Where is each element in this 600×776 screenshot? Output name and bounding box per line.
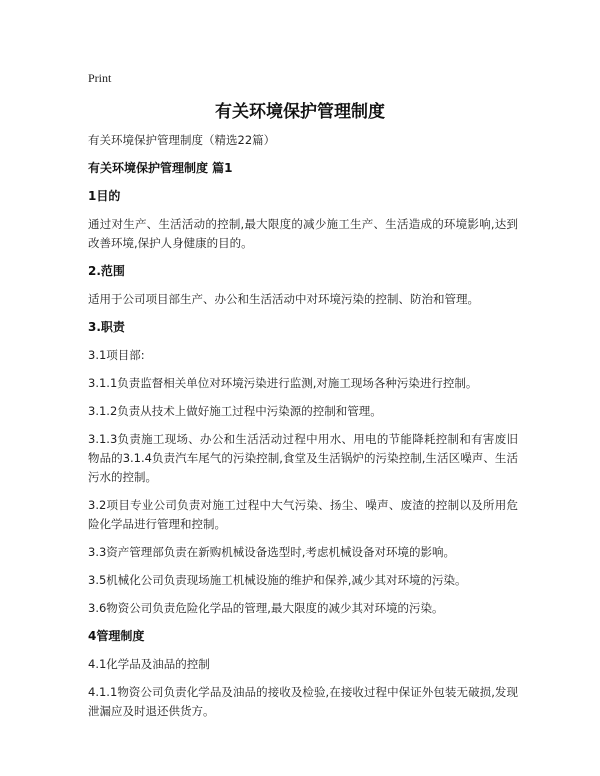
paragraph-scope: 适用于公司项目部生产、办公和生活活动中对环境污染的控制、防治和管理。	[88, 292, 479, 306]
paragraph-3-2: 3.2项目专业公司负责对施工过程中大气污染、扬尘、噪声、废渣的控制以及所用危险化学品进行管理和控制。	[88, 498, 518, 531]
paragraph-4-1-1: 4.1.1物资公司负责化学品及油品的接收及检验,在接收过程中保证外包装无破损,发现泄漏应及时退还供货方。	[88, 685, 518, 718]
paragraph-3-1-3: 3.1.3负责施工现场、办公和生活活动过程中用水、用电的节能降耗控制和有害废旧物品的3.1.4负责汽车尾气的污染控制,食堂及生活锅炉的污染控制,生活区噪声、生活污水的控制。	[88, 432, 518, 484]
heading-scope: 2.范围	[88, 264, 125, 278]
heading-purpose: 1目的	[88, 189, 121, 203]
page-title: 有关环境保护管理制度	[215, 102, 385, 122]
document-subtitle: 有关环境保护管理制度（精选22篇）	[88, 133, 276, 147]
paragraph-3-1-1: 3.1.1负责监督相关单位对环境污染进行监测,对施工现场各种污染进行控制。	[88, 376, 478, 390]
paragraph-4-1: 4.1化学品及油品的控制	[88, 657, 210, 671]
heading-management: 4管理制度	[88, 629, 145, 643]
print-link[interactable]: Print	[88, 71, 112, 85]
section-title: 有关环境保护管理制度 篇1	[88, 161, 233, 175]
paragraph-3-3: 3.3资产管理部负责在新购机械设备选型时,考虑机械设备对环境的影响。	[88, 545, 455, 559]
heading-responsibilities: 3.职责	[88, 320, 125, 334]
paragraph-3-1: 3.1项目部:	[88, 348, 145, 362]
paragraph-purpose: 通过对生产、生活活动的控制,最大限度的减少施工生产、生活造成的环境影响,达到改善环境,保护人身健康的目的。	[88, 217, 518, 250]
document-body	[88, 131, 518, 730]
paragraph-3-5: 3.5机械化公司负责现场施工机械设施的维护和保养,减少其对环境的污染。	[88, 573, 467, 587]
paragraph-3-6: 3.6物资公司负责危险化学品的管理,最大限度的减少其对环境的污染。	[88, 601, 444, 615]
paragraph-3-1-2: 3.1.2负责从技术上做好施工过程中污染源的控制和管理。	[88, 404, 382, 418]
